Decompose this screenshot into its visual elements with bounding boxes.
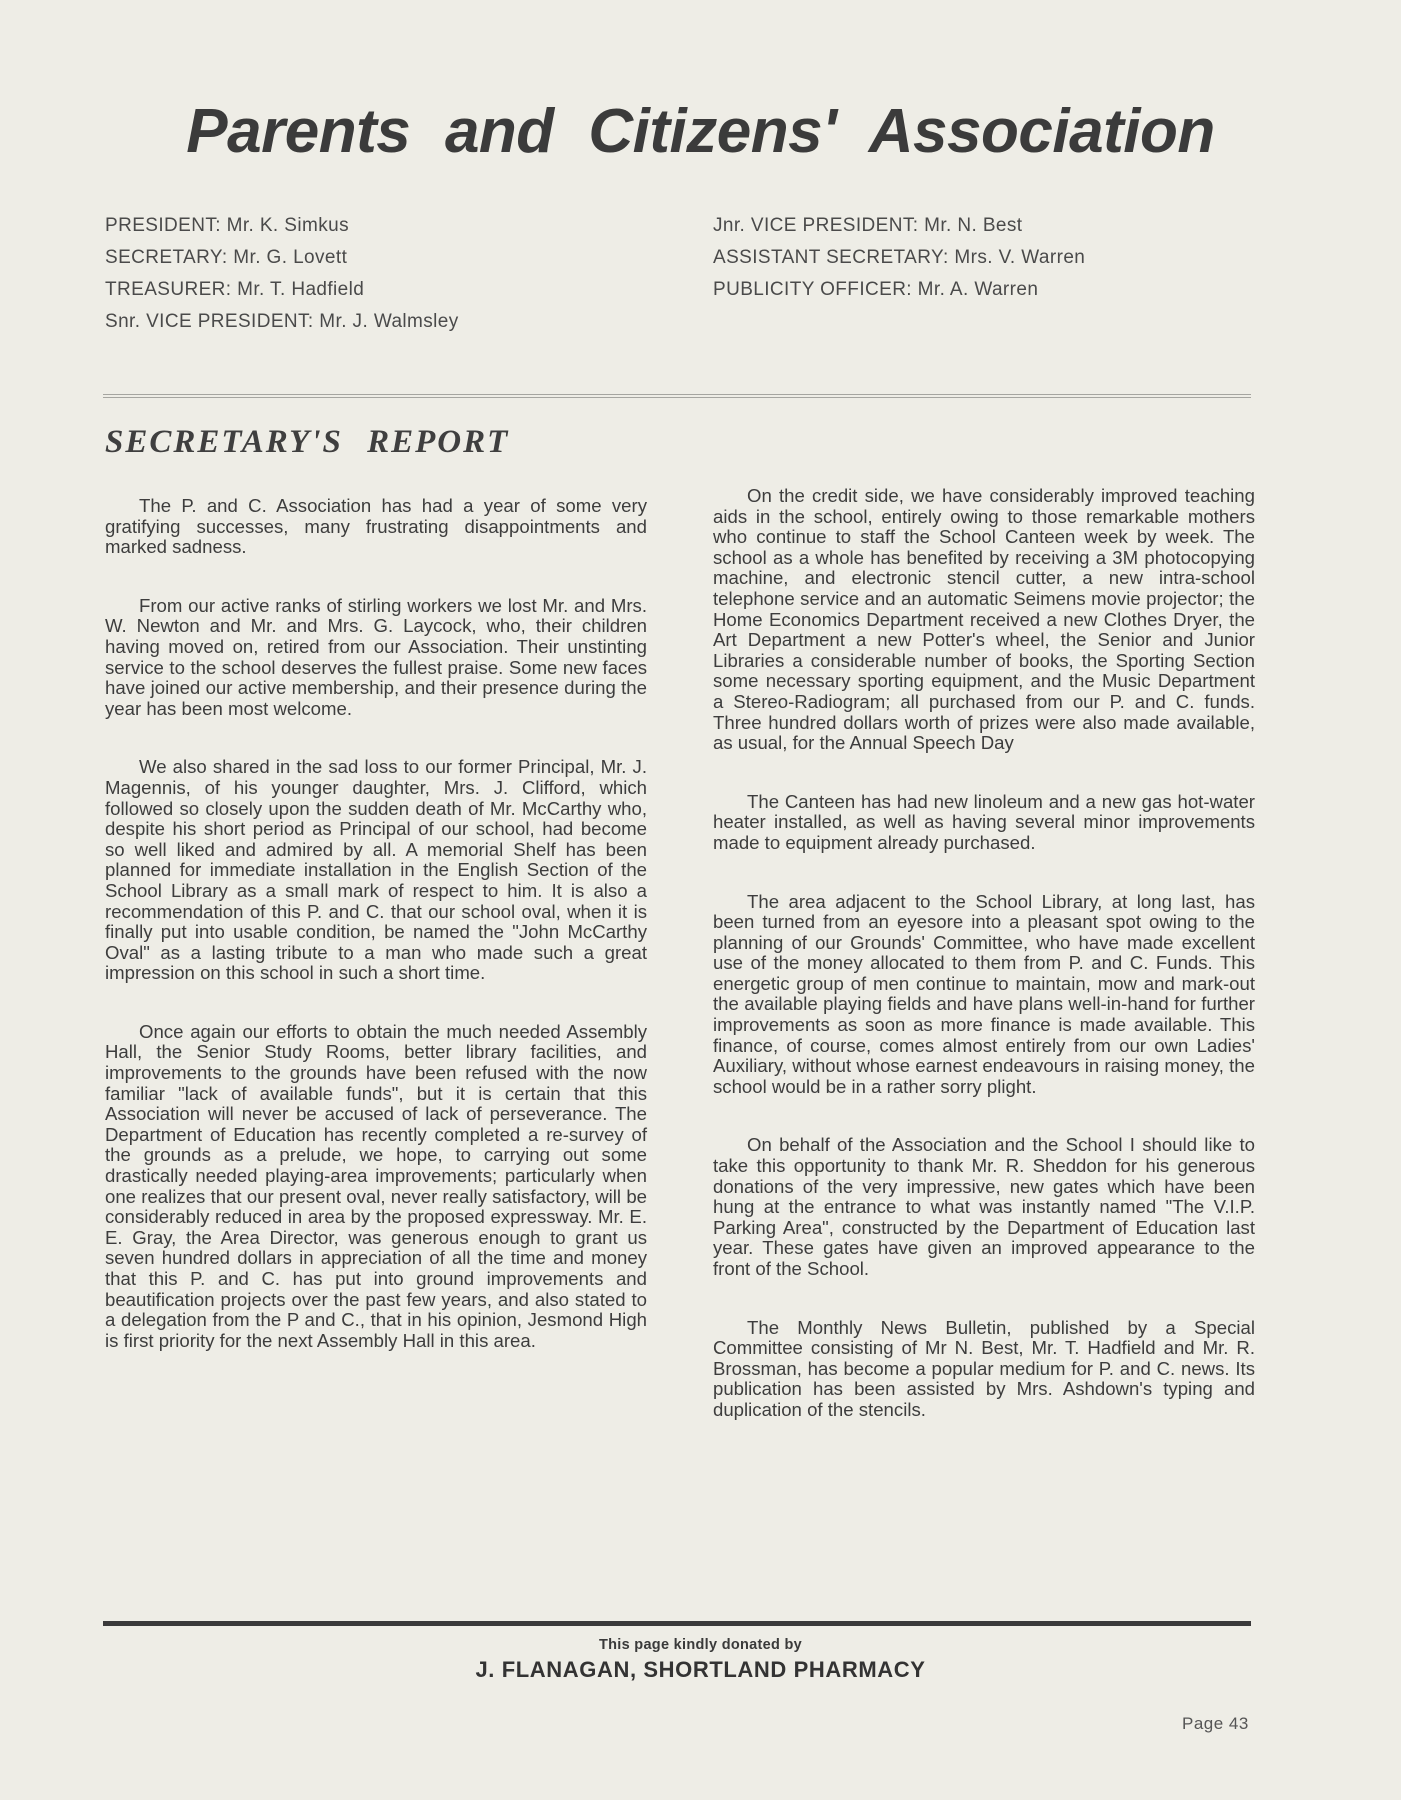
officer-publicity-officer: PUBLICITY OFFICER: Mr. A. Warren xyxy=(713,279,1039,300)
officer-president: PRESIDENT: Mr. K. Simkus xyxy=(105,215,349,236)
report-paragraph: On behalf of the Association and the School I should like to take this opportunity to thank Mr. R. Sheddon for his generous donations of the very impressive, new gates which have been hung at the entrance to what was instantly named "The V.I.P. Parking Area", constructed by the Department of Education last year. These gates have given an improved appearance to the front of the School. xyxy=(713,1134,1255,1279)
page-title: Parents and Citizens' Association xyxy=(186,97,1215,166)
section-divider xyxy=(103,394,1251,398)
report-column-right xyxy=(713,486,1255,1459)
footer-divider xyxy=(103,1621,1251,1626)
report-paragraph: We also shared in the sad loss to our former Principal, Mr. J. Magennis, of his younger daughter, Mrs. J. Clifford, which followed so closely upon the sudden death of Mr. McCarthy who, despite his short period as Principal of our school, had become so well liked and admired by all. A memorial Shelf has been planned for immediate installation in the English Section of the School Library as a small mark of respect to him. It is also a recommendation of this P. and C. that our school oval, when it is finally put into usable condition, be named the "John McCarthy Oval" as a lasting tribute to a man who made such a great impression on this school in such a short time. xyxy=(105,756,647,984)
report-paragraph: The P. and C. Association has had a year of some very gratifying successes, many frustrating disappointments and marked sadness. xyxy=(105,495,647,558)
page-number: Page 43 xyxy=(1182,1714,1249,1733)
report-paragraph: The Canteen has had new linoleum and a new gas hot-water heater installed, as well as having several minor improvements made to equipment already purchased. xyxy=(713,790,1255,853)
donation-note: This page kindly donated by xyxy=(598,1637,803,1653)
officer-treasurer: TREASURER: Mr. T. Hadfield xyxy=(105,279,365,300)
officer-junior-vice-president: Jnr. VICE PRESIDENT: Mr. N. Best xyxy=(713,215,1023,236)
officer-assistant-secretary: ASSISTANT SECRETARY: Mrs. V. Warren xyxy=(713,247,1086,268)
officer-secretary: SECRETARY: Mr. G. Lovett xyxy=(105,247,348,268)
sponsor-name: J. FLANAGAN, SHORTLAND PHARMACY xyxy=(475,1657,926,1682)
officers-list-right xyxy=(713,210,1085,306)
report-paragraph: On the credit side, we have considerably improved teaching aids in the school, entirely owing to those remarkable mothers who continue to staff the School Canteen week by week. The school as a whole has benefited by receiving a 3M photocopying machine, and electronic stencil cutter, a new intra-school telephone service and an automatic Seimens movie projector; the Home Economics Department received a new Clothes Dryer, the Art Department a new Potter's wheel, the Senior and Junior Libraries a considerable number of books, the Sporting Section some necessary sporting equipment, and the Music Department a Stereo-Radiogram; all purchased from our P. and C. funds. Three hundred dollars worth of prizes were also made available, as usual, for the Annual Speech Day xyxy=(713,485,1255,754)
officer-senior-vice-president: Snr. VICE PRESIDENT: Mr. J. Walmsley xyxy=(105,311,459,332)
report-paragraph: From our active ranks of stirling workers we lost Mr. and Mrs. W. Newton and Mr. and Mrs. G. Laycock, who, their children having moved on, retired from our Association. Their unstinting service to the school deserves the fullest praise. Some new faces have joined our active membership, and their presence during the year has been most welcome. xyxy=(105,594,647,719)
report-paragraph: The Monthly News Bulletin, published by a Special Committee consisting of Mr N. Best, Mr. T. Hadfield and Mr. R. Brossman, has become a popular medium for P. and C. news. Its publication has been assisted by Mrs. Ashdown's typing and duplication of the stencils. xyxy=(713,1316,1255,1420)
report-paragraph: The area adjacent to the School Library, at long last, has been turned from an eyesore into a pleasant spot owing to the planning of our Grounds' Committee, who have made excellent use of the money allocated to them from P. and C. Funds. This energetic group of men continue to maintain, mow and mark-out the available playing fields and have plans well-in-hand for further improvements as soon as more finance is made available. This finance, of course, comes almost entirely from our own Ladies' Auxiliary, without whose earnest endeavours in raising money, the school would be in a rather sorry plight. xyxy=(713,890,1255,1097)
report-paragraph: Once again our efforts to obtain the much needed Assembly Hall, the Senior Study Rooms, better library facilities, and improvements to the grounds have been refused with the now familiar "lack of available funds", but it is certain that this Association will never be accused of lack of perseverance. The Department of Education has recently completed a re-survey of the grounds as a prelude, we hope, to carrying out some drastically needed playing-area improvements; particularly when one realizes that our present oval, never really satisfactory, will be considerably reduced in area by the proposed expressway. Mr. E. E. Gray, the Area Director, was generous enough to grant us seven hundred dollars in appreciation of all the time and money that this P. and C. has put into ground improvements and beautification projects over the past few years, and also stated to a delegation from the P and C., that in his opinion, Jesmond High is first priority for the next Assembly Hall in this area. xyxy=(105,1020,647,1351)
report-column-left xyxy=(105,496,647,1389)
officers-list-left xyxy=(105,210,459,338)
report-heading: SECRETARY'S REPORT xyxy=(105,424,510,460)
